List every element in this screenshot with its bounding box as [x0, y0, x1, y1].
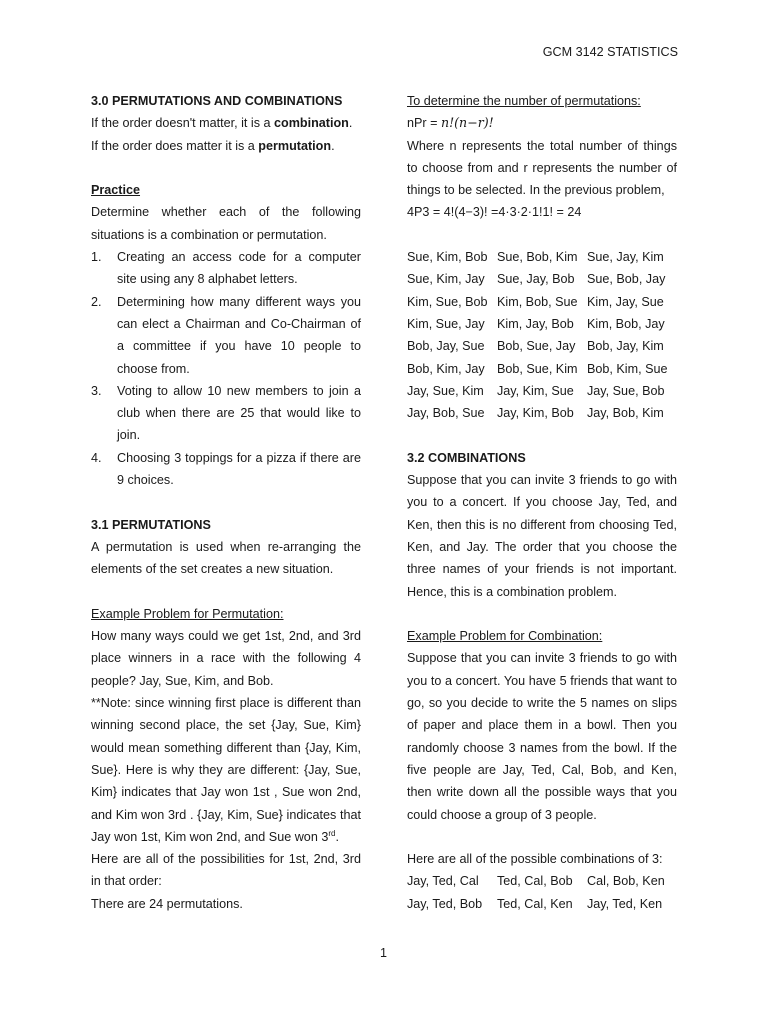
list-item: Jay, Sue, Kim — [407, 383, 484, 398]
list-item: Bob, Sue, Kim — [497, 361, 578, 376]
combination-table — [407, 870, 677, 915]
combination-text: Suppose that you can invite 3 friends to go with you to a concert. If you choose Jay, Ted, and Ken, then this is no different from choosing Ted, Ken, and Jay. The order that you choose the three names of your friends is not important. Hence, this is a combination problem. — [407, 473, 677, 599]
page-number: 1 — [380, 946, 388, 960]
practice-intro: Determine whether each of the following situations is a combination or permutation. — [91, 205, 361, 242]
list-item: Jay, Kim, Sue — [497, 383, 574, 398]
list-item: Cal, Bob, Ken — [587, 874, 665, 889]
left-column — [91, 90, 361, 915]
list-item: Kim, Jay, Bob — [497, 316, 574, 331]
permutation-count: There are 24 permutations. — [91, 896, 243, 911]
formula-calculation: 4P3 = 4!(4−3)! =4·3·2·1!1! = 24 — [407, 205, 582, 220]
list-item: 1. Creating an access code for a computer site using any 8 alphabet letters. — [91, 250, 361, 287]
list-item: Bob, Sue, Jay — [497, 339, 576, 354]
list-item: Bob, Kim, Sue — [587, 361, 668, 376]
permutation-table — [407, 246, 677, 424]
list-item: Sue, Bob, Kim — [497, 250, 578, 265]
combination-intro: Here are all of the possible combinations of 3: — [407, 852, 663, 867]
list-item: Bob, Jay, Kim — [587, 339, 664, 354]
list-item: Sue, Jay, Kim — [587, 250, 664, 265]
possibilities-text: Here are all of the possibilities for 1st, 2nd, 3rd in that order: — [91, 852, 361, 889]
list-item: Jay, Kim, Bob — [497, 406, 574, 421]
list-item: 2. Determining how many different ways you can elect a Chairman and Co-Chairman of a committee if you have 10 people to choose from. — [91, 294, 361, 376]
permutation-definition: A permutation is used when re-arranging the elements of the set creates a new situation. — [91, 539, 361, 577]
combination-rule: If the order doesn't matter, it is a combination. — [91, 116, 353, 131]
list-item: 3. Voting to allow 10 new members to join a club when there are 25 that would like to join. — [91, 383, 361, 443]
list-item: Bob, Kim, Jay — [407, 361, 485, 376]
permutation-example-text: How many ways could we get 1st, 2nd, and 3rd place winners in a race with the following 4 people? Jay, Sue, Kim, and Bob. — [91, 629, 361, 688]
list-item: Kim, Bob, Sue — [497, 294, 578, 309]
combination-example-text: Suppose that you can invite 3 friends to go with you to a concert. You have 5 friends that want to go, so you decide to write the 5 names on slips of paper and place them in a bowl. Then you randomly choose 3 names from the bowl. If the five people are Jay, Ted, Cal, Bob, and Ken, then write down all the possible ways that you could choose a group of 3 people. — [407, 651, 677, 822]
permutation-example-title: Example Problem for Permutation: — [91, 606, 284, 621]
npr-formula: nPr = n!(n−r)! — [407, 115, 494, 131]
list-item: Ted, Cal, Bob — [497, 874, 573, 889]
list-item: Kim, Jay, Sue — [587, 294, 664, 309]
list-item: Sue, Jay, Bob — [497, 272, 575, 287]
permutation-note: **Note: since winning first place is different than winning second place, the set {Jay, Sue, Kim} would mean something different than {Jay, Kim, Sue}. Here is why they are different: {Jay, Sue, Kim} indicates that Jay won 1st , Sue won 2nd, and Kim won 3rd . {Jay, Kim, Sue} indicates that Jay won 1st, Kim won 2nd, and Sue won 3rd. — [91, 696, 361, 844]
formula-explanation: Where n represents the total number of things to choose from and r represents the number of things to be selected. In the previous problem, — [407, 138, 677, 198]
list-item: 4. Choosing 3 toppings for a pizza if there are 9 choices. — [91, 450, 361, 488]
list-item: Sue, Kim, Bob — [407, 250, 488, 265]
combination-example-title: Example Problem for Combination: — [407, 629, 603, 644]
section-heading-3-2: 3.2 COMBINATIONS — [407, 450, 526, 465]
list-item: Jay, Ted, Ken — [587, 896, 663, 911]
list-item: Ted, Cal, Ken — [497, 896, 573, 911]
list-item: Kim, Sue, Jay — [407, 316, 485, 331]
right-column — [407, 90, 677, 915]
list-item: Jay, Bob, Sue — [407, 406, 485, 421]
practice-heading: Practice — [91, 183, 141, 198]
list-item: Jay, Ted, Bob — [407, 896, 483, 911]
list-item: Sue, Bob, Jay — [587, 272, 666, 287]
list-item: Jay, Sue, Bob — [587, 383, 665, 398]
section-heading-3-0: 3.0 PERMUTATIONS AND COMBINATIONS — [91, 94, 343, 108]
list-item: Kim, Sue, Bob — [407, 294, 488, 309]
list-item: Sue, Kim, Jay — [407, 272, 485, 287]
section-heading-3-1: 3.1 PERMUTATIONS — [91, 517, 211, 532]
list-item: Kim, Bob, Jay — [587, 316, 665, 331]
list-item: Jay, Bob, Kim — [587, 406, 664, 421]
permutation-rule: If the order does matter it is a permutation. — [91, 138, 335, 153]
page-header: GCM 3142 STATISTICS — [542, 45, 678, 59]
practice-list — [91, 246, 361, 491]
permutation-formula-title: To determine the number of permutations: — [407, 94, 641, 108]
list-item: Bob, Jay, Sue — [407, 339, 485, 354]
list-item: Jay, Ted, Cal — [407, 874, 479, 889]
